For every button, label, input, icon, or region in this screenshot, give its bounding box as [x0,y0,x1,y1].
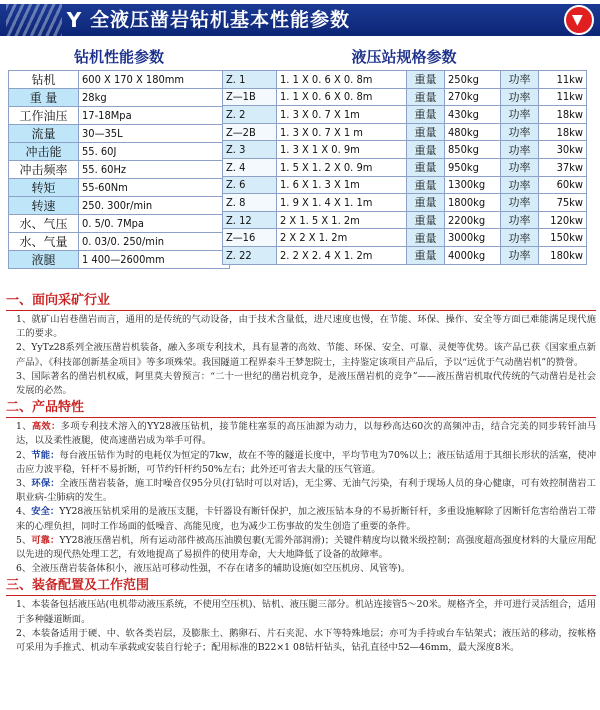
spec-value: 55. 60Hz [79,161,230,179]
spec-value: 55. 60J [79,143,230,161]
spec-value: 250. 300r/min [79,197,230,215]
table-row [9,179,230,197]
spec-label: 转矩 [9,179,79,197]
power-label: 功率 [501,194,539,212]
table-row [223,229,587,247]
spec-value: 30—35L [79,125,230,143]
left-table-title: 钻机性能参数 [73,48,164,66]
power-label: 功率 [501,71,539,89]
power-label: 功率 [501,88,539,106]
station-weight: 3000kg [445,229,501,247]
station-weight: 250kg [445,71,501,89]
weight-label: 重量 [407,229,445,247]
paragraph-number: 2、 [16,449,32,461]
paragraph-text: 3、国际著名的凿岩机权威，阿里莫夫曾预言：“二十一世纪的凿岩机竞争，是液压凿岩机的竞争”——液压凿岩机取代传统的气动凿岩是社会发展的必然。 [16,370,596,397]
spec-value: 0. 03/0. 250/min [79,233,230,251]
power-label: 功率 [501,176,539,194]
paragraph [6,341,596,369]
banner-title: 全液压凿岩钻机基本性能参数 [90,9,351,31]
section-heading: 二、产品特性 [6,400,85,416]
table-row [9,161,230,179]
table-row [223,246,587,264]
power-label: 功率 [501,229,539,247]
station-dimensions: 1. 6 X 1. 3 X 1m [277,176,407,194]
station-power: 75kw [539,194,587,212]
spec-label: 转速 [9,197,79,215]
table-row [223,211,587,229]
station-power: 180kw [539,246,587,264]
paragraph-text: 多项专利技术溶入的YY28液压钻机，接节能柱塞泵的高压油源为动力，以每秒高达60次的高频冲击，结合完美的同步转钎油马达，以及柔性液腿，使高速凿岩成为举手可得。 [16,421,596,447]
table-row [9,89,230,107]
paragraph-number: 5、 [16,534,32,546]
power-label: 功率 [501,246,539,264]
power-label: 功率 [501,211,539,229]
paragraph [6,313,596,341]
paragraph-number: 3、 [16,478,32,490]
paragraph-text: 2、本装备适用于硬、中、软各类岩层，及膨胀土、鹅卵石、片石夹泥、水下等特殊地层；亦可为手持或台车钻架式；液压站的移动，按帐格可采用为手推式、机动车承载或安装自行轮子；配用标准的B22×1 08钻杆钻头，钻孔直径中52—46mm，最大深度8米。 [16,627,596,654]
weight-label: 重量 [407,194,445,212]
station-weight: 4000kg [445,246,501,264]
station-dimensions: 1. 3 X 0. 7 X 1 m [277,123,407,141]
paragraph-text: 全液压凿岩装备，施工时噪音仅95分贝(打钻时可以对话)，无尘雾、无油气污染，有利于现场人员的身心健康，可有效控制凿岩工职业病-尘肺病的发生。 [16,478,596,504]
station-model: Z—16 [223,229,277,247]
table-row [9,233,230,251]
spec-label: 冲击频率 [9,161,79,179]
station-power: 18kw [539,123,587,141]
station-weight: 480kg [445,123,501,141]
weight-label: 重量 [407,106,445,124]
paragraph-number: 4、 [16,506,32,518]
weight-label: 重量 [407,211,445,229]
header-banner [0,0,600,40]
table-row [223,176,587,194]
description-body [6,291,596,655]
spec-value: 600 X 170 X 180mm [79,71,230,89]
feature-label: 环保： [31,478,60,490]
section-divider [6,595,596,596]
weight-label: 重量 [407,246,445,264]
station-model: Z—1B [223,88,277,106]
station-weight: 270kg [445,88,501,106]
paragraph [6,598,596,626]
section-divider [6,417,596,418]
section-divider [6,310,596,311]
station-dimensions: 1. 1 X 0. 6 X 0. 8m [277,88,407,106]
paragraph [6,420,596,448]
spec-label: 工作油压 [9,107,79,125]
weight-label: 重量 [407,123,445,141]
table-row [223,106,587,124]
station-dimensions: 1. 1 X 0. 6 X 0. 8m [277,71,407,89]
station-model: Z. 6 [223,176,277,194]
spec-label: 水、气量 [9,233,79,251]
spec-label: 冲击能 [9,143,79,161]
station-weight: 850kg [445,141,501,159]
station-dimensions: 1. 3 X 1 X 0. 9m [277,141,407,159]
station-dimensions: 2 X 2 X 1. 2m [277,229,407,247]
station-weight: 2200kg [445,211,501,229]
power-label: 功率 [501,158,539,176]
spec-value: 17-18Mpa [79,107,230,125]
station-model: Z. 3 [223,141,277,159]
station-power: 11kw [539,88,587,106]
table-row [223,158,587,176]
station-power: 120kw [539,211,587,229]
paragraph-text: 每台液压钻作为时的电耗仅为恒定的7kw，故在不等的隧道长度中，平均节电为70%以上；液压钻适用于其细长形状的活塞，使冲击应力波平稳，钎杆不易折断，可节约钎杆约50%左右；此外还可省去大量的压气管道。 [16,449,596,475]
paragraph [6,627,596,655]
table-row [9,215,230,233]
station-weight: 1800kg [445,194,501,212]
table-row [223,194,587,212]
paragraph-text: 1、就矿山岩巷凿岩而言，通用的是传统的气动设备，由于技术含量低，进尺速度也慢，在节能、环保、操作、安全等方面已难能满足现代施工的要求。 [16,314,596,340]
station-dimensions: 1. 5 X 1. 2 X 0. 9m [277,158,407,176]
station-dimensions: 1. 3 X 0. 7 X 1m [277,106,407,124]
paragraph [6,449,596,477]
paragraph-text: YY28液压钻机采用的是液压支腿，卡钎器设有断钎保护，加之液压钻本身的不易折断钎杆，多重设施解除了因断钎危害给凿岩工带来的心理负担，同时工作场面的低噪音、高能见度，也为减少工伤事故的发生创造了重要的条件。 [16,506,596,532]
power-label: 功率 [501,141,539,159]
spec-value: 0. 5/0. 7Mpa [79,215,230,233]
paragraph-text: YY28液压凿岩机，所有运动部件被高压油膜包裹(无需外部润滑)；关键件精度均以微米级控制；高强度超高强度材料的大量应用配以先进的现代热处理工艺，有效地提高了易损件的使用寿命，大大地降低了设备的故障率。 [16,534,596,561]
paragraph [6,477,596,505]
spec-label: 液腿 [9,251,79,269]
paragraph [6,370,596,398]
station-power: 18kw [539,106,587,124]
paragraph [6,534,596,562]
drill-spec-table [8,70,230,269]
station-dimensions: 1. 9 X 1. 4 X 1. 1m [277,194,407,212]
table-row [9,197,230,215]
table-row [223,141,587,159]
weight-label: 重量 [407,88,445,106]
brand-logo-icon: Y [66,8,82,32]
section-heading: 三、装备配置及工作范围 [6,578,150,594]
station-model: Z—2B [223,123,277,141]
weight-label: 重量 [407,71,445,89]
weight-label: 重量 [407,141,445,159]
station-power: 37kw [539,158,587,176]
chevron-down-icon[interactable]: ▼ [564,5,594,35]
banner-stripes [6,4,62,36]
feature-label: 安全： [31,506,60,518]
station-model: Z. 4 [223,158,277,176]
station-model: Z. 8 [223,194,277,212]
spec-label: 流量 [9,125,79,143]
table-row [223,88,587,106]
table-row [223,123,587,141]
station-weight: 430kg [445,106,501,124]
right-table-title: 液压站规格参数 [351,48,457,66]
weight-label: 重量 [407,176,445,194]
paragraph-text: 2、YyTz28系列全液压凿岩机装备，融入多项专利技术，具有显著的高效、节能、环保、安全、可靠、灵便等优势。该产品已获《国家重点新产品》、《科技部创新基金项目》等多项殊荣。我国隧道工程界泰斗王梦恕院士，主持鉴定该项目产品后，予以“远优于气动凿岩机”的赞誉。 [16,342,597,368]
paragraph-number: 1、 [16,421,32,433]
station-model: Z. 22 [223,246,277,264]
feature-label: 可靠： [31,534,60,546]
spec-label: 重 量 [9,89,79,107]
spec-label: 钻机 [9,71,79,89]
table-row [9,71,230,89]
power-label: 功率 [501,123,539,141]
table-row [9,143,230,161]
station-power: 150kw [539,229,587,247]
spec-value: 28kg [79,89,230,107]
weight-label: 重量 [407,158,445,176]
station-dimensions: 2 X 1. 5 X 1. 2m [277,211,407,229]
spec-label: 水、气压 [9,215,79,233]
spec-value: 55-60Nm [79,179,230,197]
paragraph [6,562,596,576]
station-power: 30kw [539,141,587,159]
table-row [9,125,230,143]
spec-value: 1 400—2600mm [79,251,230,269]
station-model: Z. 12 [223,211,277,229]
station-weight: 950kg [445,158,501,176]
station-dimensions: 2. 2 X 2. 4 X 1. 2m [277,246,407,264]
station-model: Z. 1 [223,71,277,89]
table-row [223,71,587,89]
station-spec-table [222,70,587,265]
section-heading: 一、面向采矿行业 [6,293,111,308]
paragraph-text: 1、本装备包括液压站(电机带动液压系统，不使用空压机)、钻机、液压腿三部分。机站连接管5～20米。规格齐全，并可进行灵活组合，适用于多种隧道断面。 [16,599,596,625]
table-row [9,107,230,125]
paragraph-text: 6、全液压凿岩装备体积小，液压站可移动性强，不存在诸多的辅助设施(如空压机房、风管等)。 [16,563,411,575]
station-power: 11kw [539,71,587,89]
station-weight: 1300kg [445,176,501,194]
table-row [9,251,230,269]
station-model: Z. 2 [223,106,277,124]
feature-label: 高效： [31,421,61,433]
station-power: 60kw [539,176,587,194]
power-label: 功率 [501,106,539,124]
feature-label: 节能： [31,449,60,461]
paragraph [6,505,596,533]
